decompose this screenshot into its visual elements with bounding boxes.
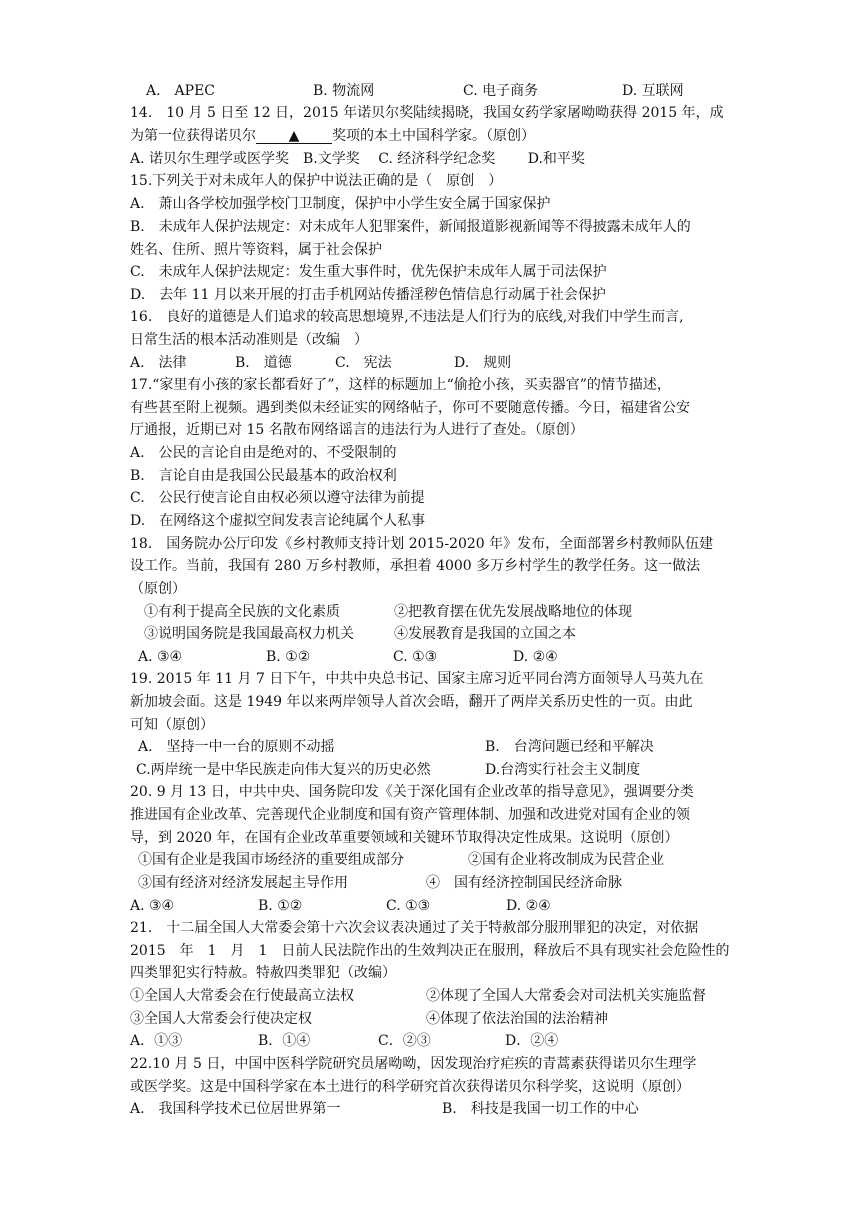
q19-option-d: D.台湾实行社会主义制度 — [485, 762, 641, 778]
q21-option-d: D．②④ — [505, 1033, 559, 1049]
q18-stem-line1: 18. 国务院办公厅印发《乡村教师支持计划 2015-2020 年》发布，全面部署乡村教师队伍建 — [130, 536, 714, 552]
q21-statement-3: ③全国人大常委会行使决定权 — [130, 1011, 312, 1027]
q21-option-a: A．①③ — [130, 1033, 183, 1049]
q19-option-c: C.两岸统一是中华民族走向伟大复兴的历史必然 — [136, 762, 431, 778]
q21-option-b: B．①④ — [258, 1033, 311, 1049]
q18-option-d: D. ②④ — [513, 649, 558, 665]
q21-stem-line1: 21. 十二届全国人大常委会第十六次会议表决通过了关于特赦部分服刑罪犯的决定，对依据 — [130, 920, 699, 936]
q20-stem-line2: 推进国有企业改革、完善现代企业制度和国有资产管理体制、加强和改进党对国有企业的领 — [130, 807, 690, 823]
q20-stem-line3: 导，到 2020 年，在国有企业改革重要领域和关键环节取得决定性成果。这说明（原创） — [130, 830, 679, 846]
q13-option-b: B. 物流网 — [313, 83, 375, 99]
q17-option-b: B. 言论自由是我国公民最基本的政治权利 — [130, 468, 397, 484]
q16-stem-line2: 日常生活的根本活动准则是（改编 ） — [130, 332, 368, 348]
q17-stem-line2: 有些甚至附上视频。遇到类似未经证实的网络帖子，你可不要随意传播。今日，福建省公安 — [130, 400, 690, 416]
q21-stem-line2: 2015 年 1 月 1 日前人民法院作出的生效判决正在服刑，释放后不具有现实社会危险性的 — [130, 943, 730, 959]
q20-stem-line1: 20. 9 月 13 日，中共中央、国务院印发《关于深化国有企业改革的指导意见》，强调要分类 — [130, 784, 694, 800]
q15-stem: 15.下列关于对未成年人的保护中说法正确的是（ 原创 ） — [130, 173, 503, 189]
q19-stem-line3: 可知（原创） — [130, 717, 214, 733]
q16-option-c: C. 宪法 — [335, 355, 392, 371]
q22-option-b: B. 科技是我国一切工作的中心 — [442, 1101, 639, 1117]
q18-statement-4: ④发展教育是我国的立国之本 — [394, 626, 576, 642]
q18-statements-row1 — [130, 603, 740, 622]
q20-statements-row2 — [130, 874, 740, 893]
q19-options-row1 — [130, 738, 740, 757]
q16-options — [130, 354, 740, 373]
q18-stem-line3: （原创） — [130, 581, 186, 597]
q14-stem-post: 奖项的本土中国科学家。（原创） — [332, 128, 535, 144]
q21-options — [130, 1032, 740, 1051]
q16-stem-line1: 16. 良好的道德是人们追求的较高思想境界,不违法是人们行为的底线,对我们中学生而言, — [130, 309, 684, 325]
q19-options-row2 — [130, 761, 740, 780]
q18-statements-row2 — [130, 625, 740, 644]
q20-statement-4: ④ 国有经济控制国民经济命脉 — [426, 875, 622, 891]
q14-stem-line1: 14. 10 月 5 日至 12 日，2015 年诺贝尔奖陆续揭晓，我国女药学家屠呦呦获得 2015 年，成 — [130, 105, 724, 121]
q18-statement-3: ③说明国务院是我国最高权力机关 — [144, 626, 354, 642]
q21-option-c: C．②③ — [378, 1033, 431, 1049]
q16-option-b: B. 道德 — [235, 355, 292, 371]
q16-option-d: D. 规则 — [454, 355, 512, 371]
q20-statement-1: ①国有企业是我国市场经济的重要组成部分 — [138, 852, 404, 868]
q15-option-b-line2: 姓名、住所、照片等资料，属于社会保护 — [130, 242, 382, 258]
q20-option-b: B. ①② — [258, 898, 303, 914]
q18-statement-2: ②把教育摆在优先发展战略地位的体现 — [394, 604, 632, 620]
q21-statement-4: ④体现了依法治国的法治精神 — [426, 1011, 608, 1027]
q20-option-a: A. ③④ — [130, 898, 175, 914]
q15-option-c: C. 未成年人保护法规定：发生重大事件时，优先保护未成年人属于司法保护 — [130, 264, 607, 280]
q16-option-a: A. 法律 — [130, 355, 187, 371]
q14-stem-pre: 为第一位获得诺贝尔 — [130, 128, 256, 144]
q22-stem-line2: 或医学奖。这是中国科学家在本土进行的科学研究首次获得诺贝尔科学奖，这说明（原创） — [130, 1079, 690, 1095]
q15-option-b-line1: B. 未成年人保护法规定：对未成年人犯罪案件，新闻报道影视新闻等不得披露未成年人的 — [130, 219, 691, 235]
q18-options — [130, 648, 740, 667]
q17-option-d: D. 在网络这个虚拟空间发表言论纯属个人私事 — [130, 513, 426, 529]
q20-option-c: C. ①③ — [386, 898, 431, 914]
q13-option-a: A. APEC — [146, 83, 216, 99]
q15-option-d: D. 去年 11 月以来开展的打击手机网站传播淫秽色情信息行动属于社会保护 — [130, 287, 606, 303]
q13-option-d: D. 互联网 — [622, 83, 684, 99]
q19-option-b: B. 台湾问题已经和平解决 — [485, 739, 654, 755]
q20-statement-3: ③国有经济对经济发展起主导作用 — [138, 875, 348, 891]
q20-statements-row1 — [130, 851, 740, 870]
q14-options: A. 诺贝尔生理学或医学奖 B.文学奖 C. 经济科学纪念奖 D.和平奖 — [130, 151, 585, 167]
q21-stem-line3: 四类罪犯实行特赦。特赦四类罪犯（改编） — [130, 965, 396, 981]
q17-stem-line1: 17.“家里有小孩的家长都看好了”，这样的标题加上“偷抢小孩，买卖器官”的情节描述， — [130, 377, 671, 393]
q22-option-a: A. 我国科学技术已位居世界第一 — [130, 1101, 341, 1117]
q15-option-a: A. 萧山各学校加强学校门卫制度，保护中小学生安全属于国家保护 — [130, 196, 551, 212]
q21-statements-row1 — [130, 987, 740, 1006]
q18-statement-1: ①有利于提高全民族的文化素质 — [144, 604, 340, 620]
q13-options — [130, 82, 740, 101]
q14-stem-line2 — [130, 127, 740, 146]
q13-option-c: C. 电子商务 — [463, 83, 539, 99]
q20-options — [130, 897, 740, 916]
answer-blank: ▲ — [256, 129, 332, 144]
q18-option-c: C. ①③ — [393, 649, 438, 665]
q17-option-c: C. 公民行使言论自由权必须以遵守法律为前提 — [130, 490, 425, 506]
q20-option-d: D. ②④ — [506, 898, 551, 914]
q22-options-row1 — [130, 1100, 740, 1119]
q19-stem-line1: 19. 2015 年 11 月 7 日下午，中共中央总书记、国家主席习近平同台湾方面领导人马英九在 — [130, 671, 704, 687]
q20-statement-2: ②国有企业将改制成为民营企业 — [468, 852, 664, 868]
q18-stem-line2: 设工作。当前，我国有 280 万乡村教师，承担着 4000 多万乡村学生的教学任务。这一做法 — [130, 558, 701, 574]
q18-option-b: B. ①② — [266, 649, 311, 665]
q21-statement-2: ②体现了全国人大常委会对司法机关实施监督 — [426, 988, 706, 1004]
q19-stem-line2: 新加坡会面。这是 1949 年以来两岸领导人首次会晤，翻开了两岸关系历史性的一页。由此 — [130, 694, 693, 710]
q21-statements-row2 — [130, 1010, 740, 1029]
q17-option-a: A. 公民的言论自由是绝对的、不受限制的 — [130, 445, 397, 461]
q19-option-a: A. 坚持一中一台的原则不动摇 — [138, 739, 335, 755]
q18-option-a: A. ③④ — [138, 649, 183, 665]
q21-statement-1: ①全国人大常委会在行使最高立法权 — [130, 988, 354, 1004]
q17-stem-line3: 厅通报，近期已对 15 名散布网络谣言的违法行为人进行了查处。（原创） — [130, 422, 584, 438]
q22-stem-line1: 22.10 月 5 日，中国中医科学院研究员屠呦呦，因发现治疗疟疾的青蒿素获得诺贝尔生理学 — [130, 1056, 697, 1072]
